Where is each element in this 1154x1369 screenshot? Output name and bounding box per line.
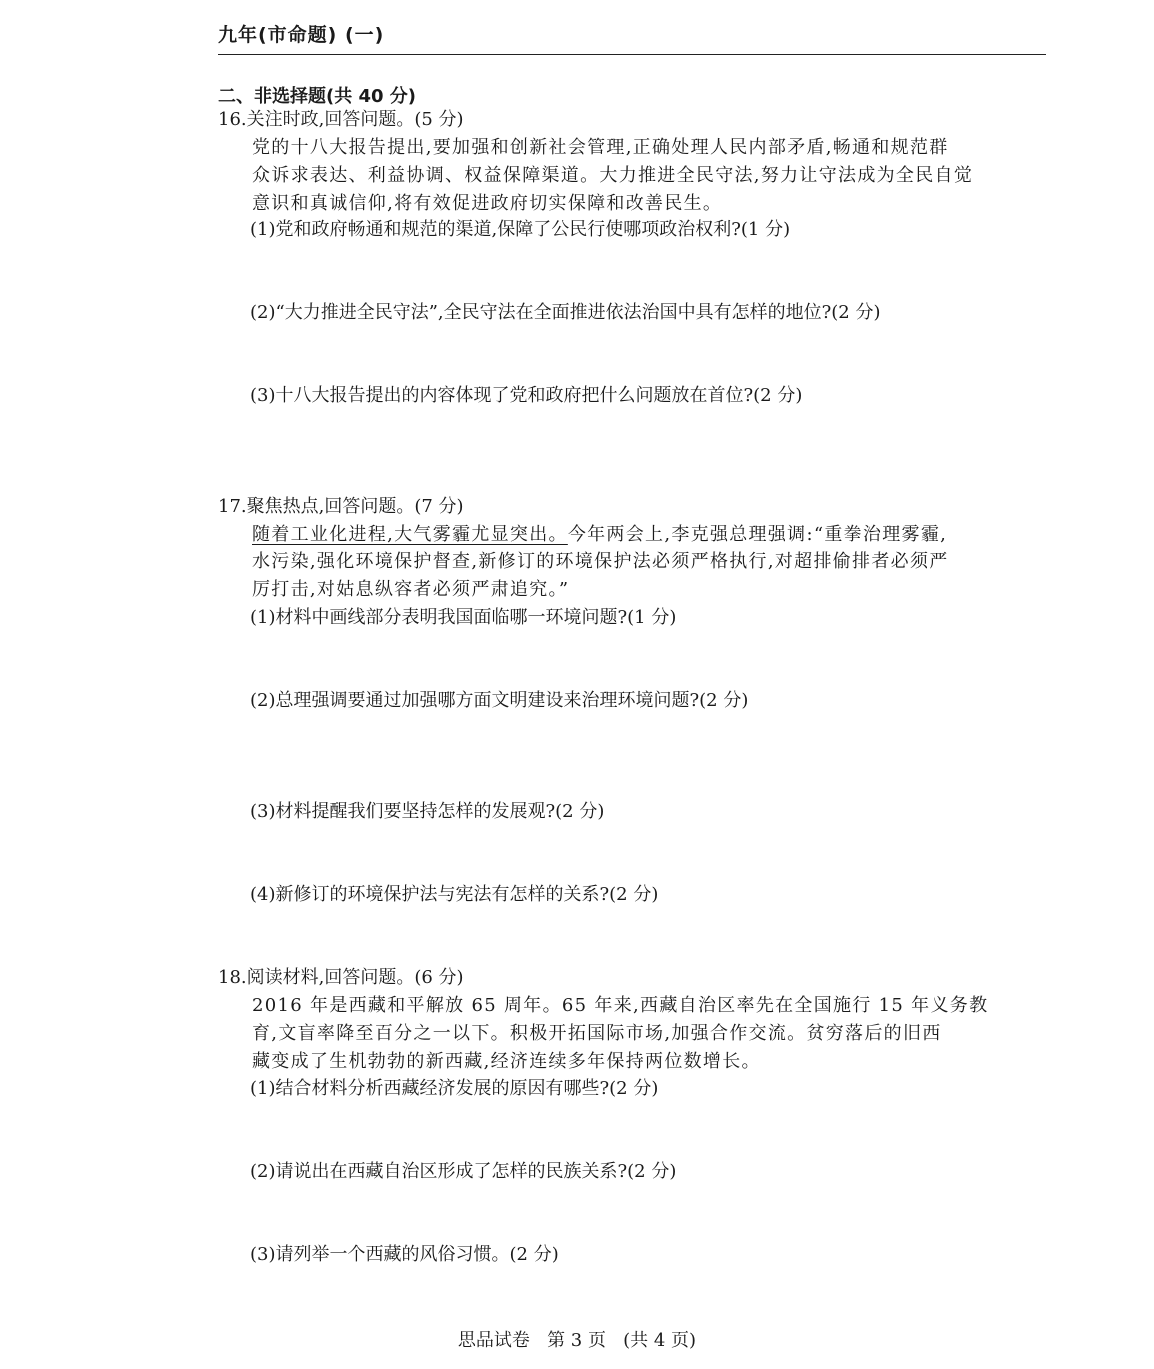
- question-18-sub-1: (1)结合材料分析西藏经济发展的原因有哪些?(2 分): [250, 1078, 659, 1099]
- question-16-material-line: 意识和真诚信仰,将有效促进政府切实保障和改善民生。: [252, 193, 723, 214]
- question-16-title: 16.关注时政,回答问题。(5 分): [218, 109, 464, 130]
- question-18-sub-2: (2)请说出在西藏自治区形成了怎样的民族关系?(2 分): [250, 1161, 677, 1182]
- question-18-material-line: 2016 年是西藏和平解放 65 周年。65 年来,西藏自治区率先在全国施行 15 年义务教: [252, 995, 989, 1016]
- question-17-material-line: 水污染,强化环境保护督查,新修订的环境保护法必须严格执行,对超排偷排者必须严: [252, 551, 949, 572]
- question-18-sub-3: (3)请列举一个西藏的风俗习惯。(2 分): [250, 1244, 559, 1265]
- header-divider: [218, 54, 1046, 55]
- page-footer: 思品试卷 第 3 页 (共 4 页): [457, 1330, 697, 1351]
- question-17-sub-1: (1)材料中画线部分表明我国面临哪一环境问题?(1 分): [250, 607, 677, 628]
- question-16-sub-2: (2)“大力推进全民守法”,全民守法在全面推进依法治国中具有怎样的地位?(2 分): [250, 302, 881, 323]
- question-16-material-line: 众诉求表达、利益协调、权益保障渠道。大力推进全民守法,努力让守法成为全民自觉: [252, 165, 974, 186]
- material-text: 今年两会上,李克强总理强调:“重拳治理雾霾,: [567, 524, 948, 545]
- question-17-material-line: 厉打击,对姑息纵容者必须严肃追究。”: [252, 579, 570, 600]
- question-16-sub-3: (3)十八大报告提出的内容体现了党和政府把什么问题放在首位?(2 分): [250, 385, 803, 406]
- question-18-material-line: 藏变成了生机勃勃的新西藏,经济连续多年保持两位数增长。: [252, 1051, 761, 1072]
- question-17-sub-4: (4)新修订的环境保护法与宪法有怎样的关系?(2 分): [250, 884, 659, 905]
- underlined-material: 随着工业化进程,大气雾霾尤显突出。: [252, 524, 568, 545]
- question-16-material-line: 党的十八大报告提出,要加强和创新社会管理,正确处理人民内部矛盾,畅通和规范群: [252, 137, 949, 158]
- question-17-material-line: [252, 523, 947, 547]
- question-18-title: 18.阅读材料,回答问题。(6 分): [218, 967, 464, 988]
- question-18-material-line: 育,文盲率降至百分之一以下。积极开拓国际市场,加强合作交流。贫穷落后的旧西: [252, 1023, 942, 1044]
- question-17-title: 17.聚焦热点,回答问题。(7 分): [218, 496, 464, 517]
- question-17-sub-3: (3)材料提醒我们要坚持怎样的发展观?(2 分): [250, 801, 605, 822]
- question-16-sub-1: (1)党和政府畅通和规范的渠道,保障了公民行使哪项政治权利?(1 分): [250, 219, 791, 240]
- section-title: 二、非选择题(共 40 分): [218, 86, 417, 107]
- page-header: 九年(市命题) (一): [218, 24, 385, 46]
- question-17-sub-2: (2)总理强调要通过加强哪方面文明建设来治理环境问题?(2 分): [250, 690, 749, 711]
